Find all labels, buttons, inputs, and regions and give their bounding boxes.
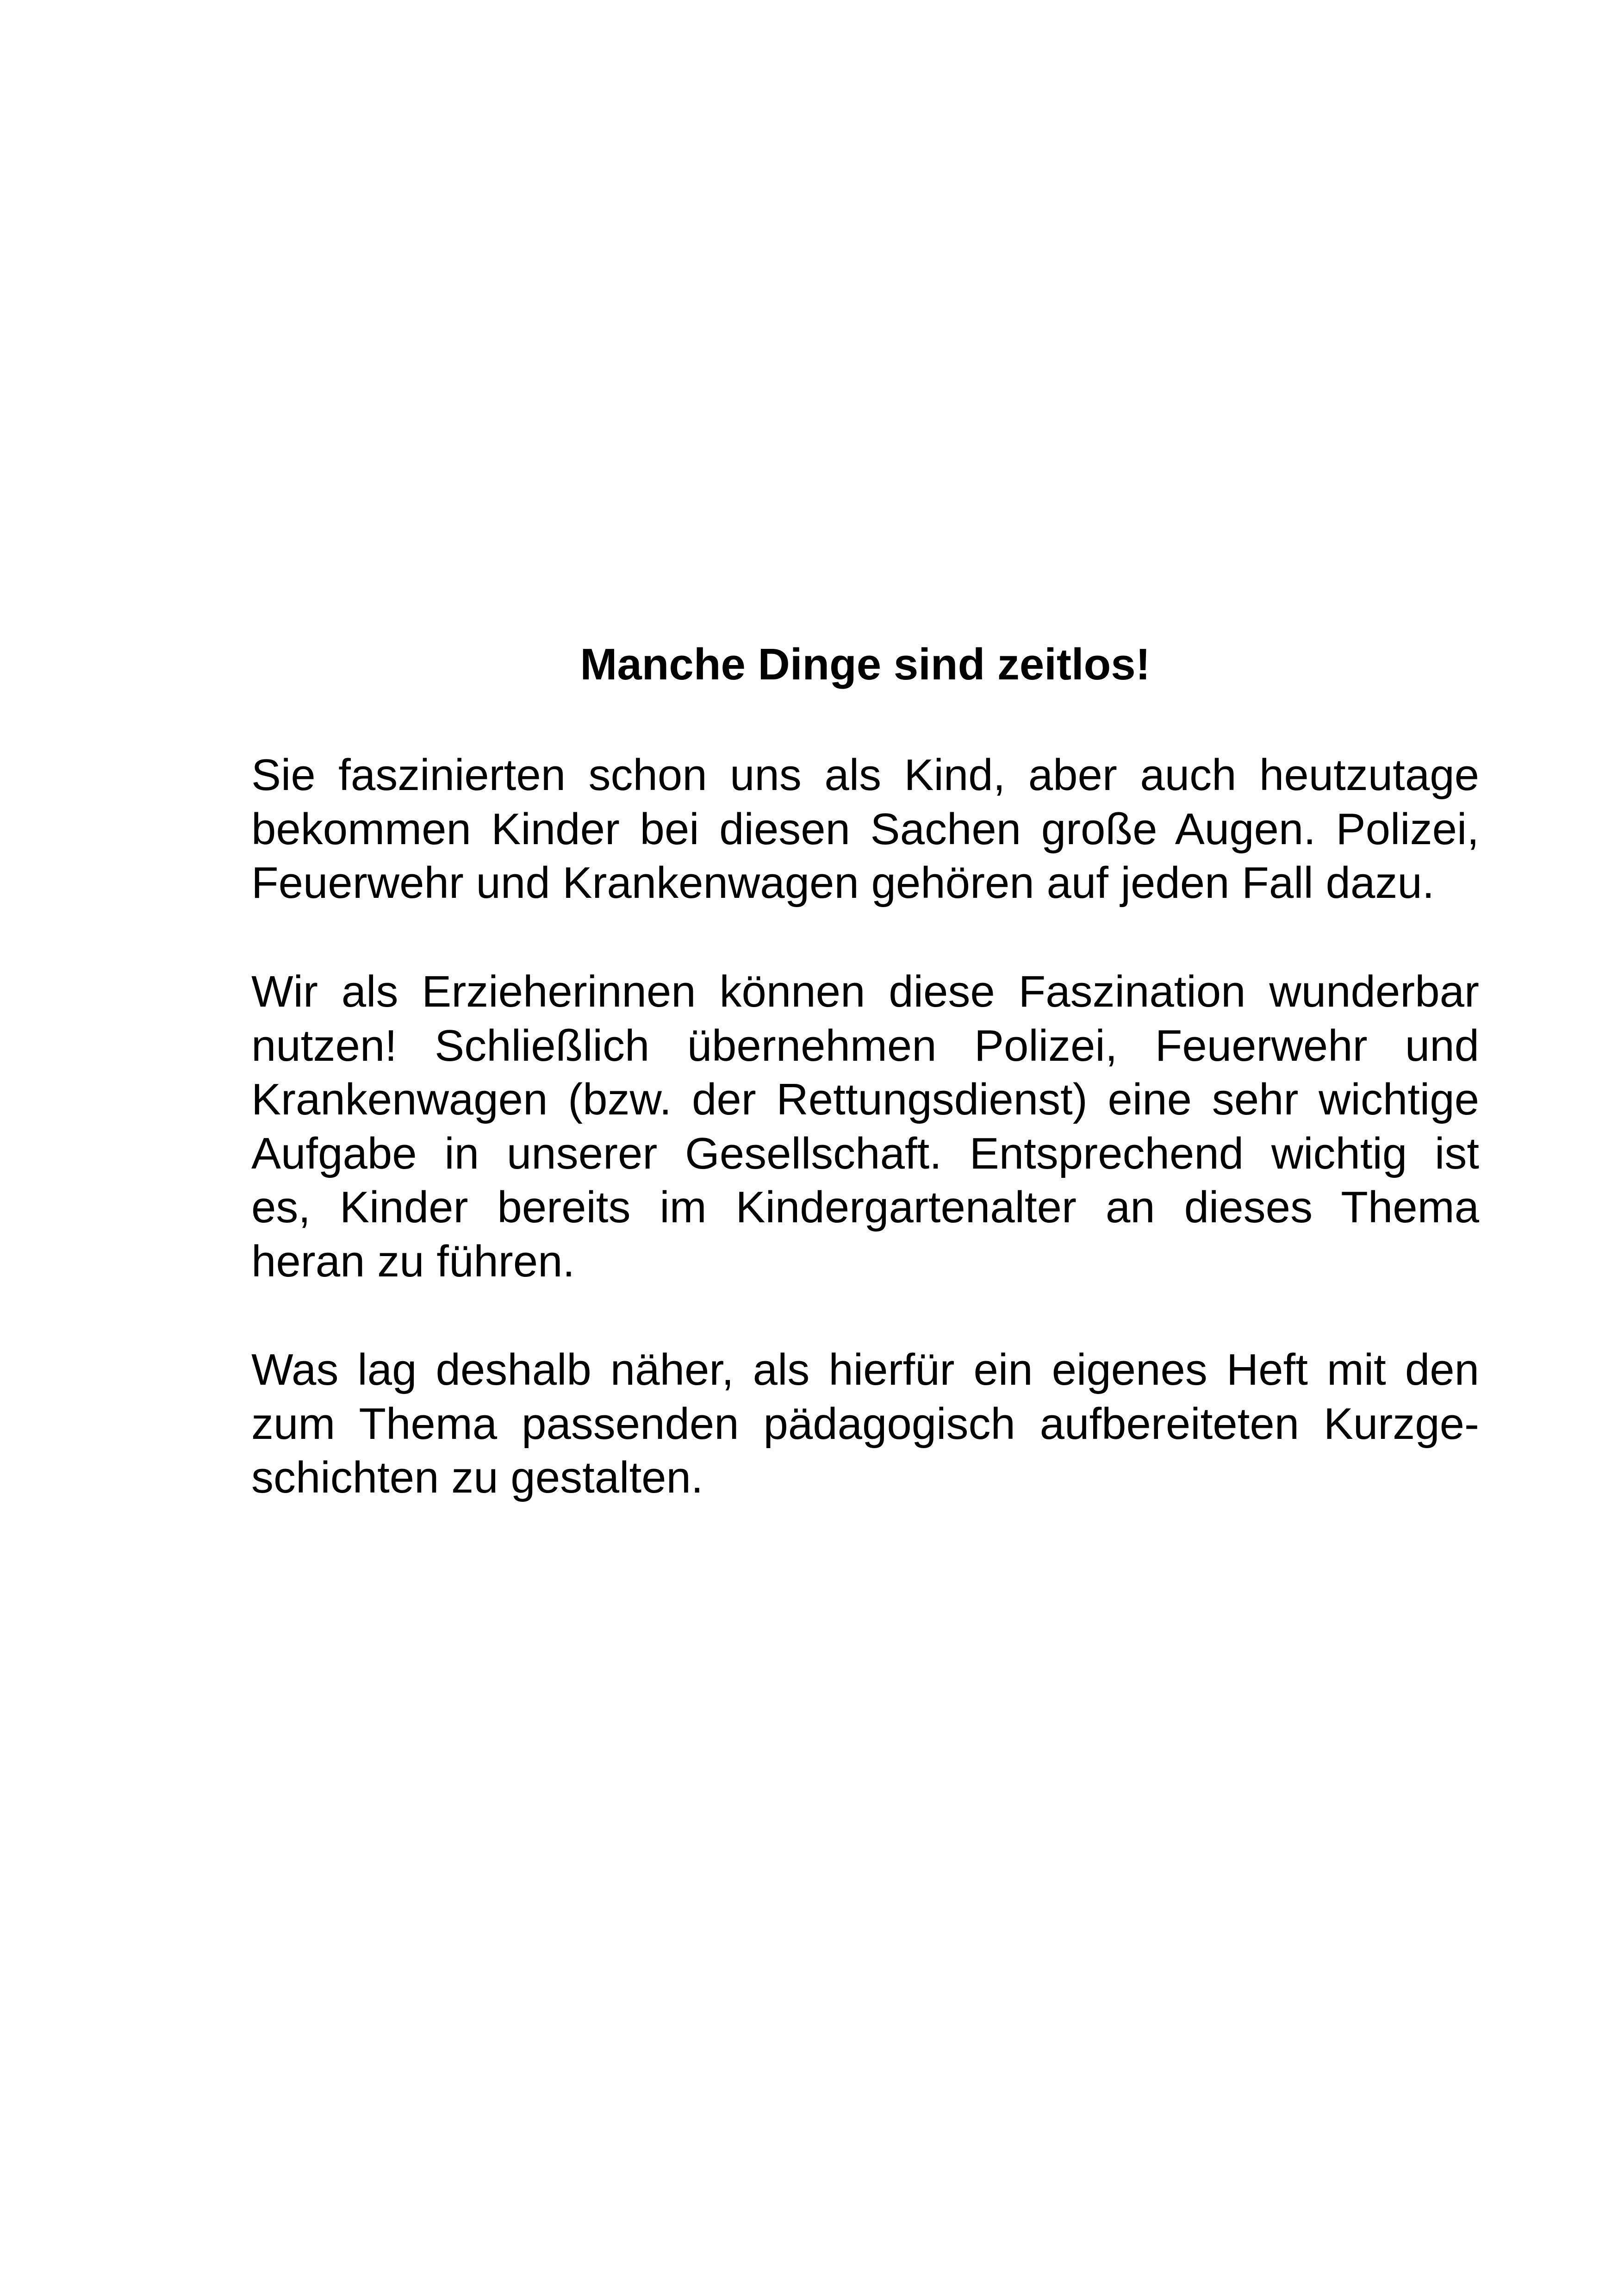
text-line: bekommen Kinder bei diesen Sachen große Augen. Polizei, [251, 804, 1479, 854]
text-line: zum Thema passenden pädagogisch aufbereiteten Kurzge- [251, 1399, 1479, 1449]
text-line: Aufgabe in unserer Gesellschaft. Entsprechend wichtig ist [251, 1128, 1479, 1178]
paragraph-educators [251, 965, 1479, 1288]
text-line: Wir als Erzieherinnen können diese Faszination wunderbar [251, 967, 1479, 1016]
text-line: nutzen! Schließlich übernehmen Polizei, Feuerwehr und [251, 1020, 1479, 1070]
text-line: heran zu führen. [251, 1236, 575, 1286]
text-line: Krankenwagen (bzw. der Rettungsdienst) eine sehr wichtige [251, 1075, 1479, 1124]
text-line: Sie faszinierten schon uns als Kind, aber auch heutzutage [251, 750, 1479, 800]
text-line: Was lag deshalb näher, als hierfür ein eigenes Heft mit den [251, 1345, 1479, 1394]
text-line: Feuerwehr und Krankenwagen gehören auf jeden Fall dazu. [251, 858, 1435, 908]
text-line: es, Kinder bereits im Kindergartenalter an dieses Thema [251, 1182, 1479, 1232]
paragraph-intro [251, 748, 1479, 910]
text-line: schichten zu gestalten. [251, 1453, 703, 1502]
page-title: Manche Dinge sind zeitlos! [580, 640, 1151, 689]
paragraph-booklet [251, 1343, 1479, 1505]
